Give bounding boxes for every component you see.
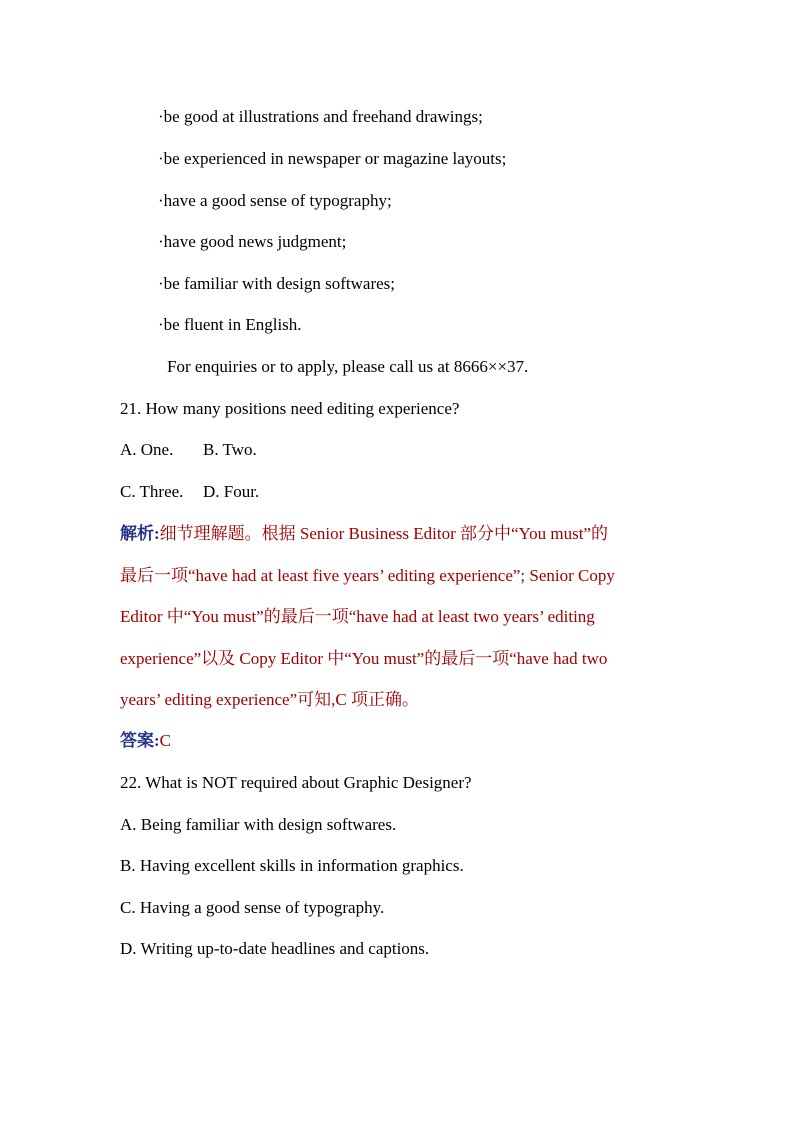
explanation-text: 细节理解题。根据 Senior Business Editor 部分中“You must”的 — [159, 524, 608, 543]
answer-value: C — [159, 731, 172, 750]
question-22: 22. What is NOT required about Graphic Designer? — [120, 773, 472, 792]
requirement-item: ·have good news judgment; — [158, 232, 347, 251]
q22-option-b: B. Having excellent skills in information graphics. — [120, 856, 464, 875]
explanation-line: Editor 中“You must”的最后一项“have had at least two years’ editing — [120, 607, 595, 626]
requirement-item: ·have a good sense of typography; — [158, 191, 392, 210]
q22-option-c: C. Having a good sense of typography. — [120, 898, 385, 917]
answer-label: 答案: — [120, 731, 160, 750]
explanation-line: experience”以及 Copy Editor 中“You must”的最后一项“have had two — [120, 649, 608, 668]
question-21: 21. How many positions need editing experience? — [120, 399, 460, 418]
q21-option-a: A. One. — [120, 440, 174, 459]
requirement-item: ·be familiar with design softwares; — [158, 274, 395, 293]
answer-line — [120, 731, 171, 751]
explanation-label: 解析: — [120, 524, 160, 543]
q21-option-c: C. Three. — [120, 482, 184, 501]
q21-option-d: D. Four. — [203, 482, 260, 501]
explanation-line: years’ editing experience”可知,C 项正确。 — [120, 690, 419, 709]
q22-option-a: A. Being familiar with design softwares. — [120, 815, 397, 834]
requirement-item: ·be experienced in newspaper or magazine layouts; — [158, 149, 507, 168]
requirement-item: ·be fluent in English. — [158, 315, 302, 334]
requirement-item: ·be good at illustrations and freehand drawings; — [158, 107, 483, 126]
contact-line: For enquiries or to apply, please call us at 8666××37. — [167, 357, 529, 376]
explanation-line: 最后一项“have had at least five years’ editing experience”; Senior Copy — [120, 566, 615, 585]
explanation-line — [120, 524, 608, 544]
q21-option-b: B. Two. — [203, 440, 257, 459]
q22-option-d: D. Writing up-to-date headlines and captions. — [120, 939, 430, 958]
